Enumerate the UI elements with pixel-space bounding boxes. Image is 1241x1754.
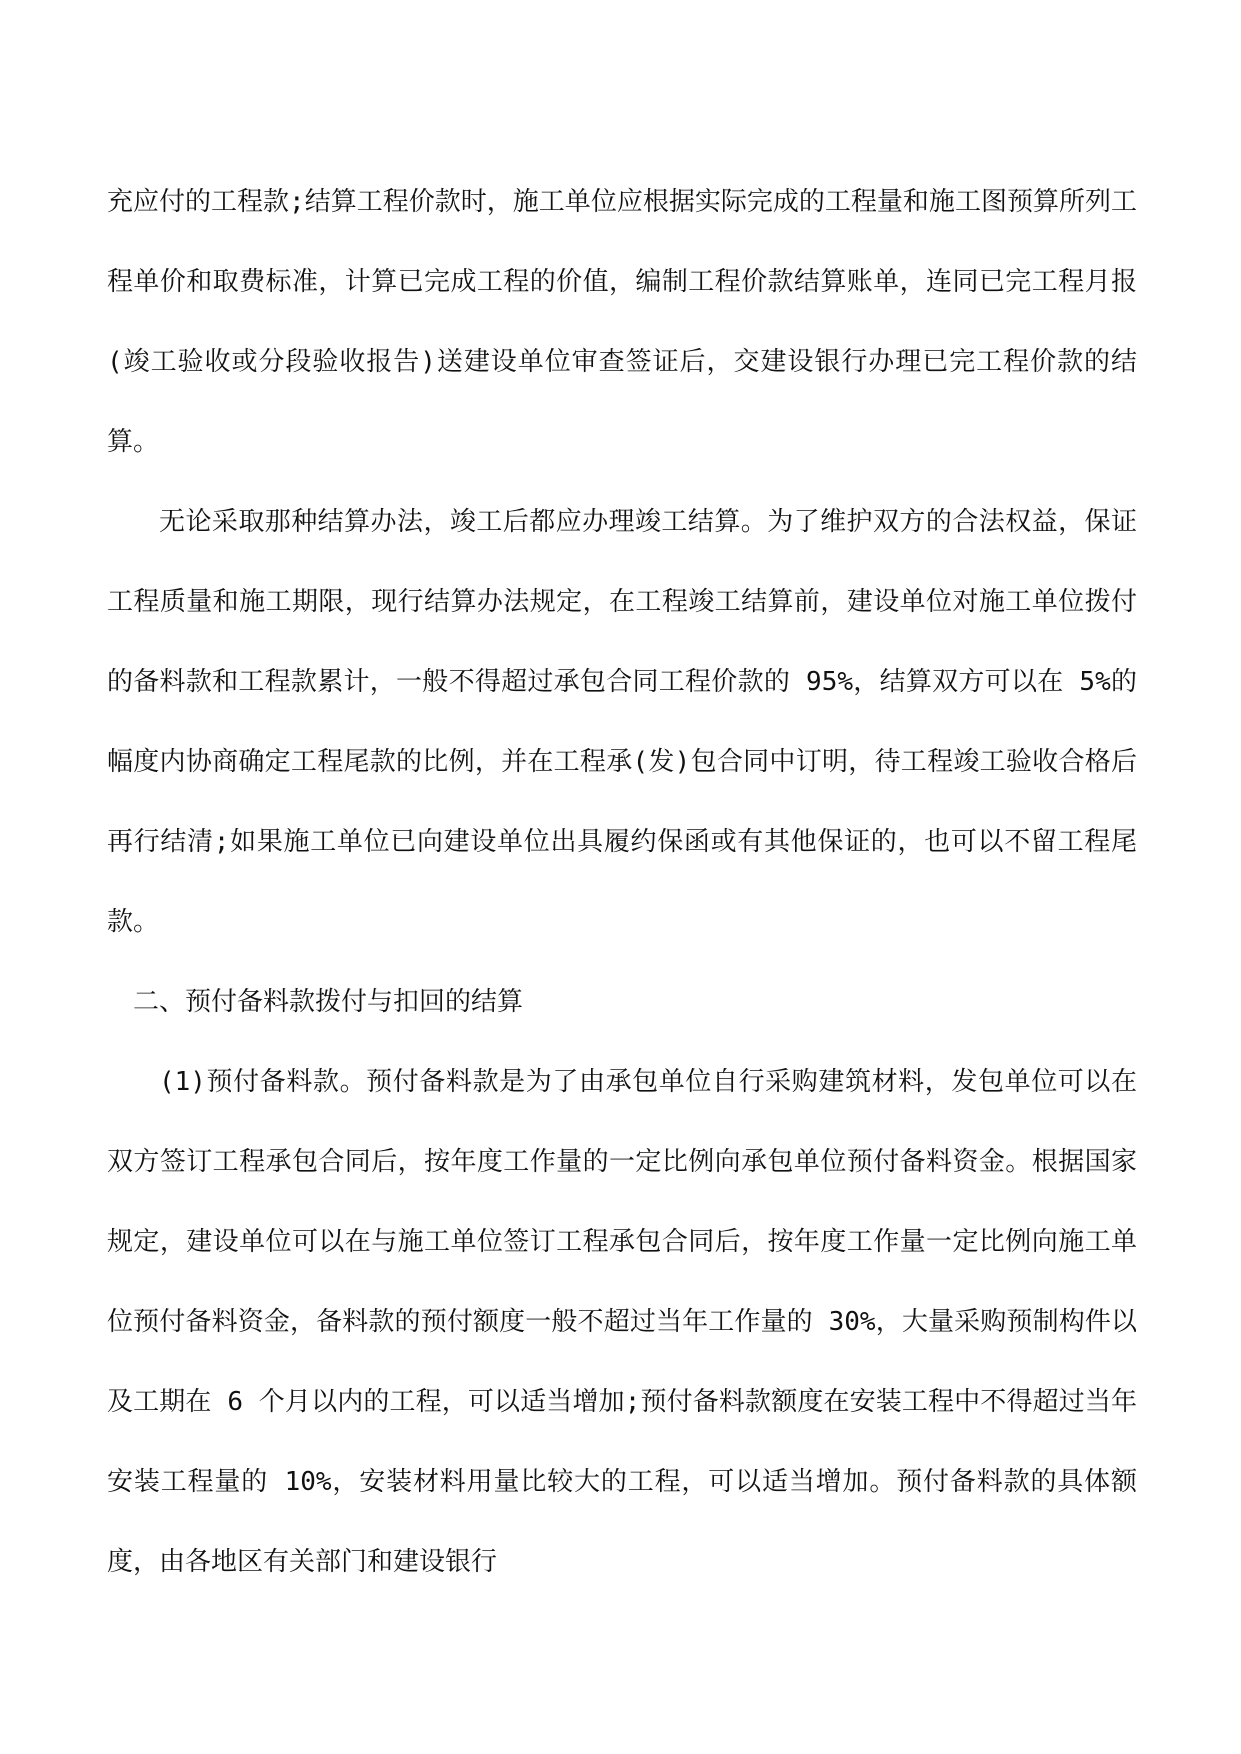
paragraph-advance-material-payment: (1)预付备料款。预付备料款是为了由承包单位自行采购建筑材料，发包单位可以在双方签订工程承包合同后，按年度工作量的一定比例向承包单位预付备料资金。根据国家规定，建设单位可以在与施工单位签订工程承包合同后，按年度工作量一定比例向施工单位预付备料资金，备料款的预付额度一般不超过当年工作量的 30%，大量采购预制构件以及工期在 6 个月以内的工程，可以适当增加;预付备料款额度在安装工程中不得超过当年安装工程量的 10%，安装材料用量比较大的工程，可以适当增加。预付备料款的具体额度，由各地区有关部门和建设银行 <box>107 1067 1137 1577</box>
paragraph-final-settlement: 无论采取那种结算办法，竣工后都应办理竣工结算。为了维护双方的合法权益，保证工程质量和施工期限，现行结算办法规定，在工程竣工结算前，建设单位对施工单位拨付的备料款和工程款累计，一般不得超过承包合同工程价款的 95%，结算双方可以在 5%的幅度内协商确定工程尾款的比例，并在工程承(发)包合同中订明，待工程竣工验收合格后再行结清;如果施工单位已向建设单位出具履约保函或有其他保证的，也可以不留工程尾款。 <box>107 507 1137 937</box>
section-heading-advance-payment: 二、预付备料款拨付与扣回的结算 <box>133 987 524 1017</box>
document-body <box>107 162 1137 1602</box>
paragraph-settlement-continued: 充应付的工程款;结算工程价款时，施工单位应根据实际完成的工程量和施工图预算所列工程单价和取费标准，计算已完成工程的价值，编制工程价款结算账单，连同已完工程月报(竣工验收或分段验收报告)送建设单位审查签证后，交建设银行办理已完工程价款的结算。 <box>107 187 1137 457</box>
